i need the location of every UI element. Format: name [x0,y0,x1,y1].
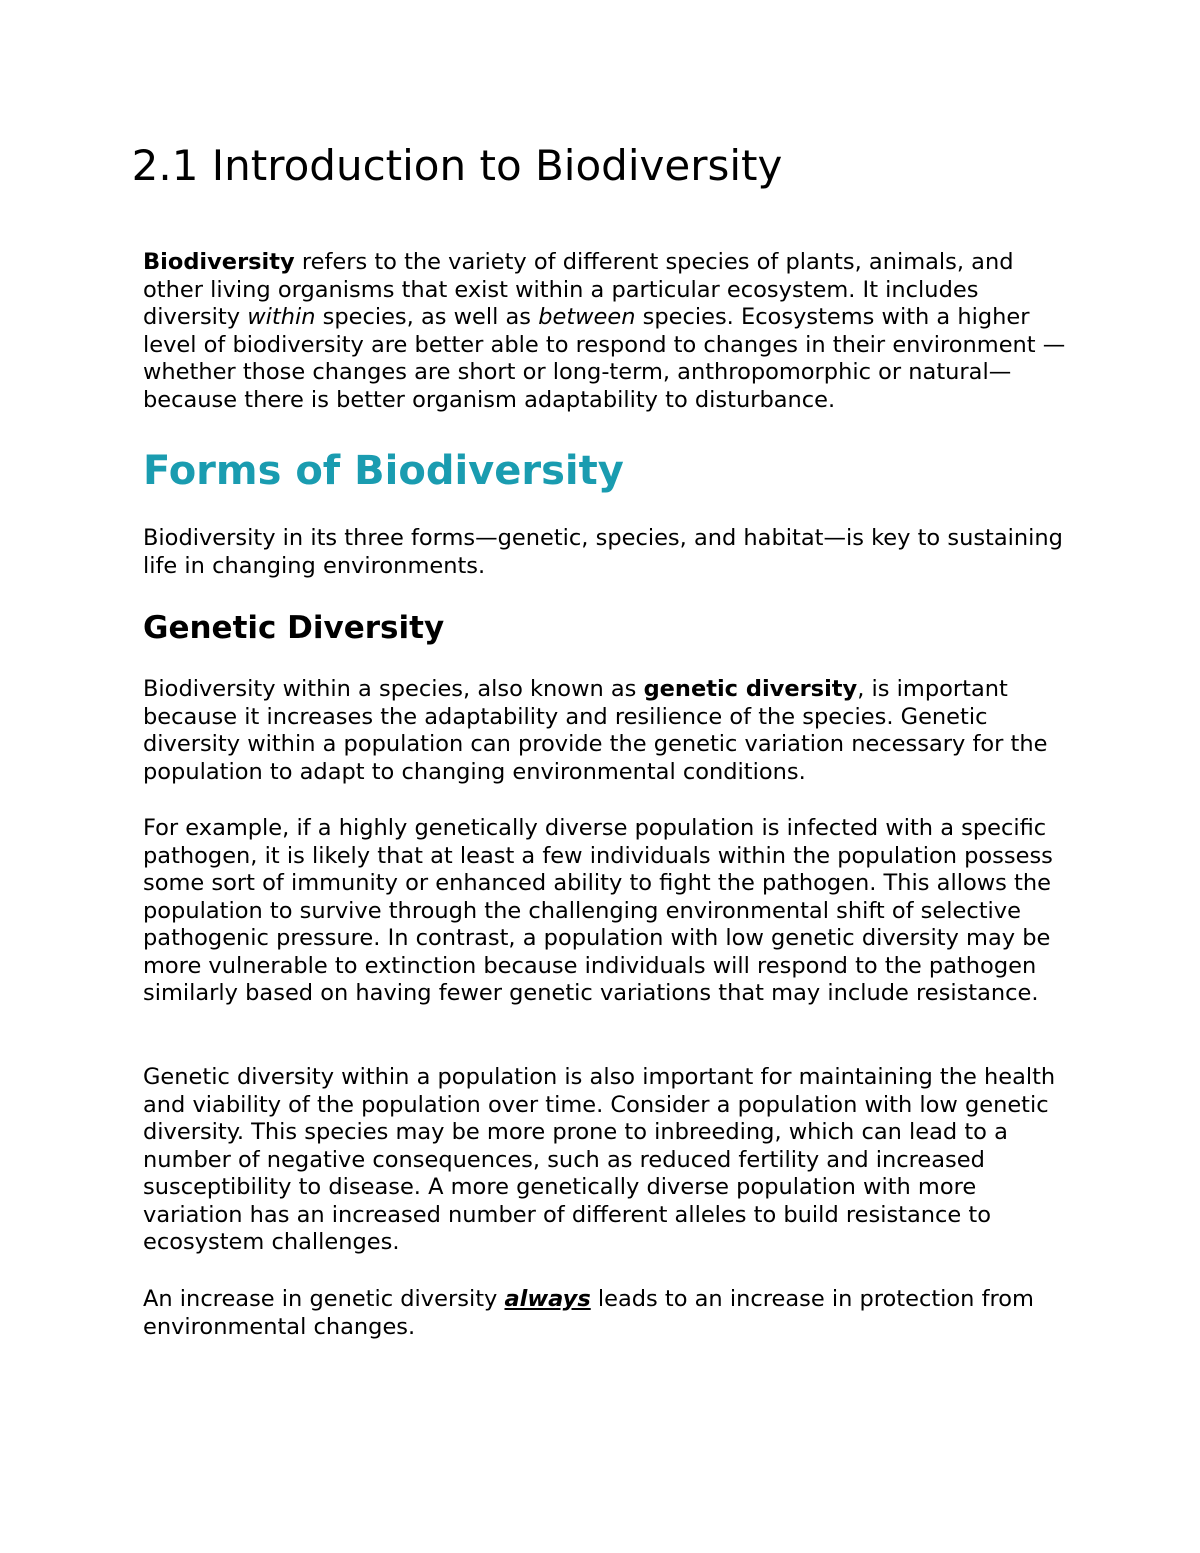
genetic-diversity-term: genetic diversity [643,676,858,702]
intro-text-3: species. Ecosystems with a higher level of biodiversity are better able to respond to changes in their environment —whether those changes are short or long-term, anthropomorphic or natural— because there is better organism adaptability to disturbance. [143,304,1066,413]
between-emphasis: between [538,304,636,330]
forms-paragraph: Biodiversity in its three forms—genetic, species, and habitat—is key to sustaining life in changing environments. [143,525,1063,579]
always-emphasis: always [504,1286,591,1312]
genetic-p1-text-2: , is important because it increases the adaptability and resilience of the species. Genetic diversity within a population can provide the genetic variation necessary for the population to adapt to changing environmental conditions. [143,676,1048,785]
genetic-p4-text-2: leads to an increase in protection from environmental changes. [143,1286,1034,1340]
genetic-paragraph-1 [143,676,1068,786]
intro-paragraph [143,249,1068,414]
biodiversity-term: Biodiversity [143,249,295,275]
within-emphasis: within [247,304,316,330]
genetic-paragraph-2: For example, if a highly genetically diverse population is infected with a specific pathogen, it is likely that at least a few individuals within the population possess some sort of immunity or enhanced ability to fight the pathogen. This allows the population to survive through the challenging environmental shift of selective pathogenic pressure. In contrast, a population with low genetic diversity may be more vulnerable to extinction because individuals will respond to the pathogen similarly based on having fewer genetic variations that may include resistance. [143,815,1053,1006]
intro-text-1: refers to the variety of different species of plants, animals, and other living organisms that exist within a particular ecosystem. It includes diversity [143,249,1014,330]
genetic-paragraph-4 [143,1286,1068,1341]
genetic-paragraph-3: Genetic diversity within a population is also important for maintaining the health and viability of the population over time. Consider a population with low genetic diversity. This species may be more prone to inbreeding, which can lead to a number of negative consequences, such as reduced fertility and increased susceptibility to disease. A more genetically diverse population with more variation has an increased number of different alleles to build resistance to ecosystem challenges. [143,1064,1056,1255]
forms-heading: Forms of Biodiversity [143,448,624,494]
intro-text-2: species, as well as [315,304,539,330]
page-title: 2.1 Introduction to Biodiversity [131,141,783,190]
genetic-heading: Genetic Diversity [143,610,445,646]
genetic-p1-text-1: Biodiversity within a species, also known as [143,676,644,702]
genetic-p4-text-1: An increase in genetic diversity [143,1286,505,1312]
